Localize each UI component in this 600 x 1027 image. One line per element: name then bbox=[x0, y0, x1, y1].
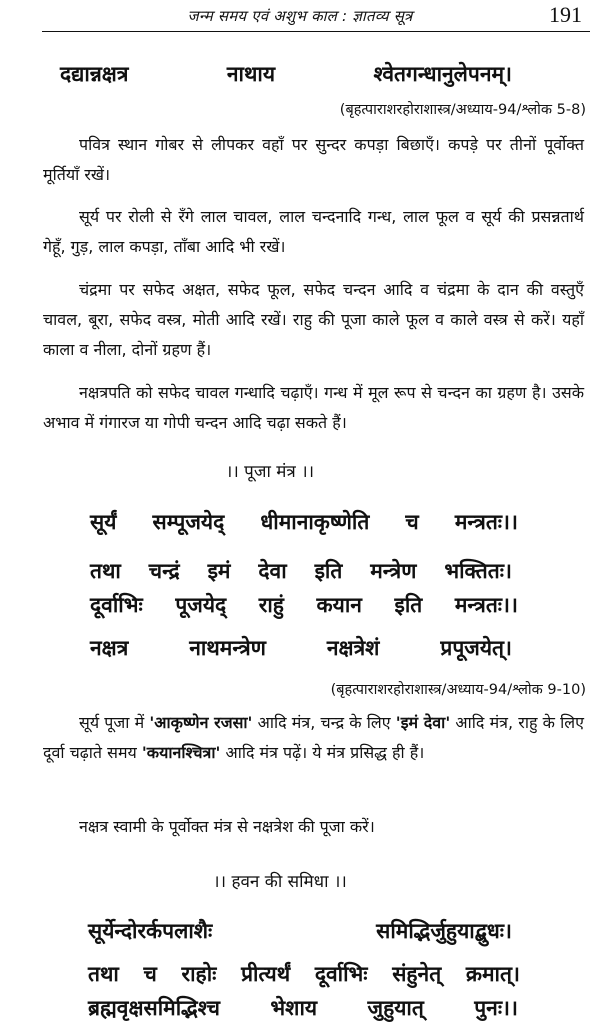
paragraph-text: सूर्य पूजा में bbox=[79, 713, 150, 732]
mantra-word: तथा bbox=[90, 559, 121, 583]
mantra-line bbox=[90, 508, 518, 536]
havan-line bbox=[88, 917, 512, 945]
paragraph-text: आदि मंत्र, राहु के लिए दूर्वा चढ़ाते समय bbox=[43, 713, 584, 762]
mantra-word: मन्त्रतः।। bbox=[454, 593, 518, 617]
mantra-word: सम्पूजयेद् bbox=[152, 510, 225, 534]
mantra-word: मन्त्रतः।। bbox=[454, 510, 518, 534]
paragraph-text: आदि मंत्र पढ़ें। ये मंत्र प्रसिद्ध ही हैं। bbox=[220, 743, 425, 762]
page-number: 191 bbox=[549, 2, 582, 27]
havan-word: जुहुयात् bbox=[367, 996, 424, 1020]
verse-word: श्वेतगन्धानुलेपनम्। bbox=[373, 62, 512, 86]
mantra-word: पूजयेद् bbox=[175, 593, 227, 617]
mantra-name: 'कयानश्चित्रा' bbox=[141, 743, 221, 762]
verse-line bbox=[60, 60, 512, 88]
havan-word: सूर्येन्दोरर्कपलाशैः bbox=[88, 919, 213, 943]
mantra-word: चन्द्रं bbox=[148, 559, 180, 583]
paragraph: नक्षत्रपति को सफेद चावल गन्धादि चढ़ाएँ। गन्ध में मूल रूप से चन्दन का ग्रहण है। उसके अभाव में गंगारज या गोपी चन्दन आदि चढ़ा सकते हैं। bbox=[43, 383, 584, 432]
paragraph: चंद्रमा पर सफेद अक्षत, सफेद फूल, सफेद चन्दन आदि व चंद्रमा के दान की वस्तुएँ चावल, बूरा, सफेद वस्त्र, मोती आदि रखें। राहु की पूजा काले फूल व काले वस्त्र से करें। यहाँ काला व नीला, दोनों ग्रहण हैं। bbox=[43, 280, 584, 359]
mantra-word: प्रपूजयेत्। bbox=[440, 636, 512, 660]
havan-word: तथा bbox=[88, 962, 119, 986]
havan-word: पुनः।। bbox=[474, 996, 518, 1020]
mantra-word: नक्षत्र bbox=[90, 636, 129, 660]
havan-line bbox=[88, 960, 520, 988]
source-citation: (बृहत्पाराशरहोराशास्त्र/अध्याय-94/श्लोक 5-8) bbox=[339, 102, 586, 118]
mantra-word: दूर्वाभिः bbox=[90, 593, 143, 617]
mantra-word: इति bbox=[394, 593, 423, 617]
havan-line bbox=[88, 994, 518, 1022]
mantra-word: कयान bbox=[316, 593, 362, 617]
mantra-word: च bbox=[405, 510, 419, 534]
verse-word: नाथाय bbox=[226, 62, 276, 86]
mantra-word: भक्तितः। bbox=[444, 559, 512, 583]
havan-word: राहोः bbox=[181, 962, 217, 986]
havan-word: दूर्वाभिः bbox=[314, 962, 368, 986]
havan-word: भेशाय bbox=[270, 996, 318, 1020]
mantra-line bbox=[90, 634, 512, 662]
mantra-word: धीमानाकृष्णेति bbox=[260, 510, 370, 534]
mantra-word: इति bbox=[314, 559, 343, 583]
mantra-word: सूर्यं bbox=[90, 510, 117, 534]
header-title: जन्म समय एवं अशुभ काल : ज्ञातव्य सूत्र bbox=[187, 7, 413, 25]
verse-word: दद्यान्नक्षत्र bbox=[60, 62, 129, 86]
havan-word: समिद्भिर्जुहुयाद्बुधः। bbox=[376, 919, 512, 943]
paragraph-text: आदि मंत्र, चन्द्र के लिए bbox=[252, 713, 396, 732]
section-heading: ।। पूजा मंत्र ।। bbox=[225, 462, 315, 482]
havan-word: प्रीत्यर्थं bbox=[241, 962, 291, 986]
mantra-word: इमं bbox=[207, 559, 231, 583]
paragraph bbox=[43, 708, 584, 768]
section-heading: ।। हवन की समिधा ।। bbox=[213, 872, 347, 892]
header-rule bbox=[42, 31, 590, 32]
havan-word: क्रमात्। bbox=[465, 962, 520, 986]
mantra-word: देवा bbox=[258, 559, 287, 583]
havan-word: ब्रह्मवृक्षसमिद्भिश्च bbox=[88, 996, 221, 1020]
havan-word: संहुनेत् bbox=[392, 962, 442, 986]
paragraph: पवित्र स्थान गोबर से लीपकर वहाँ पर सुन्दर कपड़ा बिछाएँ। कपड़े पर तीनों पूर्वोक्त मूर्तियाँ रखें। bbox=[43, 135, 584, 184]
mantra-word: मन्त्रेण bbox=[370, 559, 417, 583]
havan-word: च bbox=[143, 962, 157, 986]
mantra-word: नाथमन्त्रेण bbox=[189, 636, 266, 660]
mantra-name: 'आकृष्णेन रजसा' bbox=[149, 713, 253, 732]
running-header bbox=[0, 0, 600, 34]
mantra-word: राहुं bbox=[258, 593, 284, 617]
paragraph: नक्षत्र स्वामी के पूर्वोक्त मंत्र से नक्षत्रेश की पूजा करें। bbox=[79, 817, 375, 836]
mantra-line bbox=[90, 557, 512, 585]
mantra-line bbox=[90, 591, 518, 619]
source-citation: (बृहत्पाराशरहोराशास्त्र/अध्याय-94/श्लोक 9-10) bbox=[330, 682, 586, 698]
mantra-word: नक्षत्रेशं bbox=[326, 636, 380, 660]
paragraph: सूर्य पर रोली से रँगे लाल चावल, लाल चन्दनादि गन्ध, लाल फूल व सूर्य की प्रसन्नतार्थ गेहूँ, गुड़, लाल कपड़ा, ताँबा आदि भी रखें। bbox=[43, 207, 584, 256]
mantra-name: 'इमं देवा' bbox=[395, 713, 451, 732]
